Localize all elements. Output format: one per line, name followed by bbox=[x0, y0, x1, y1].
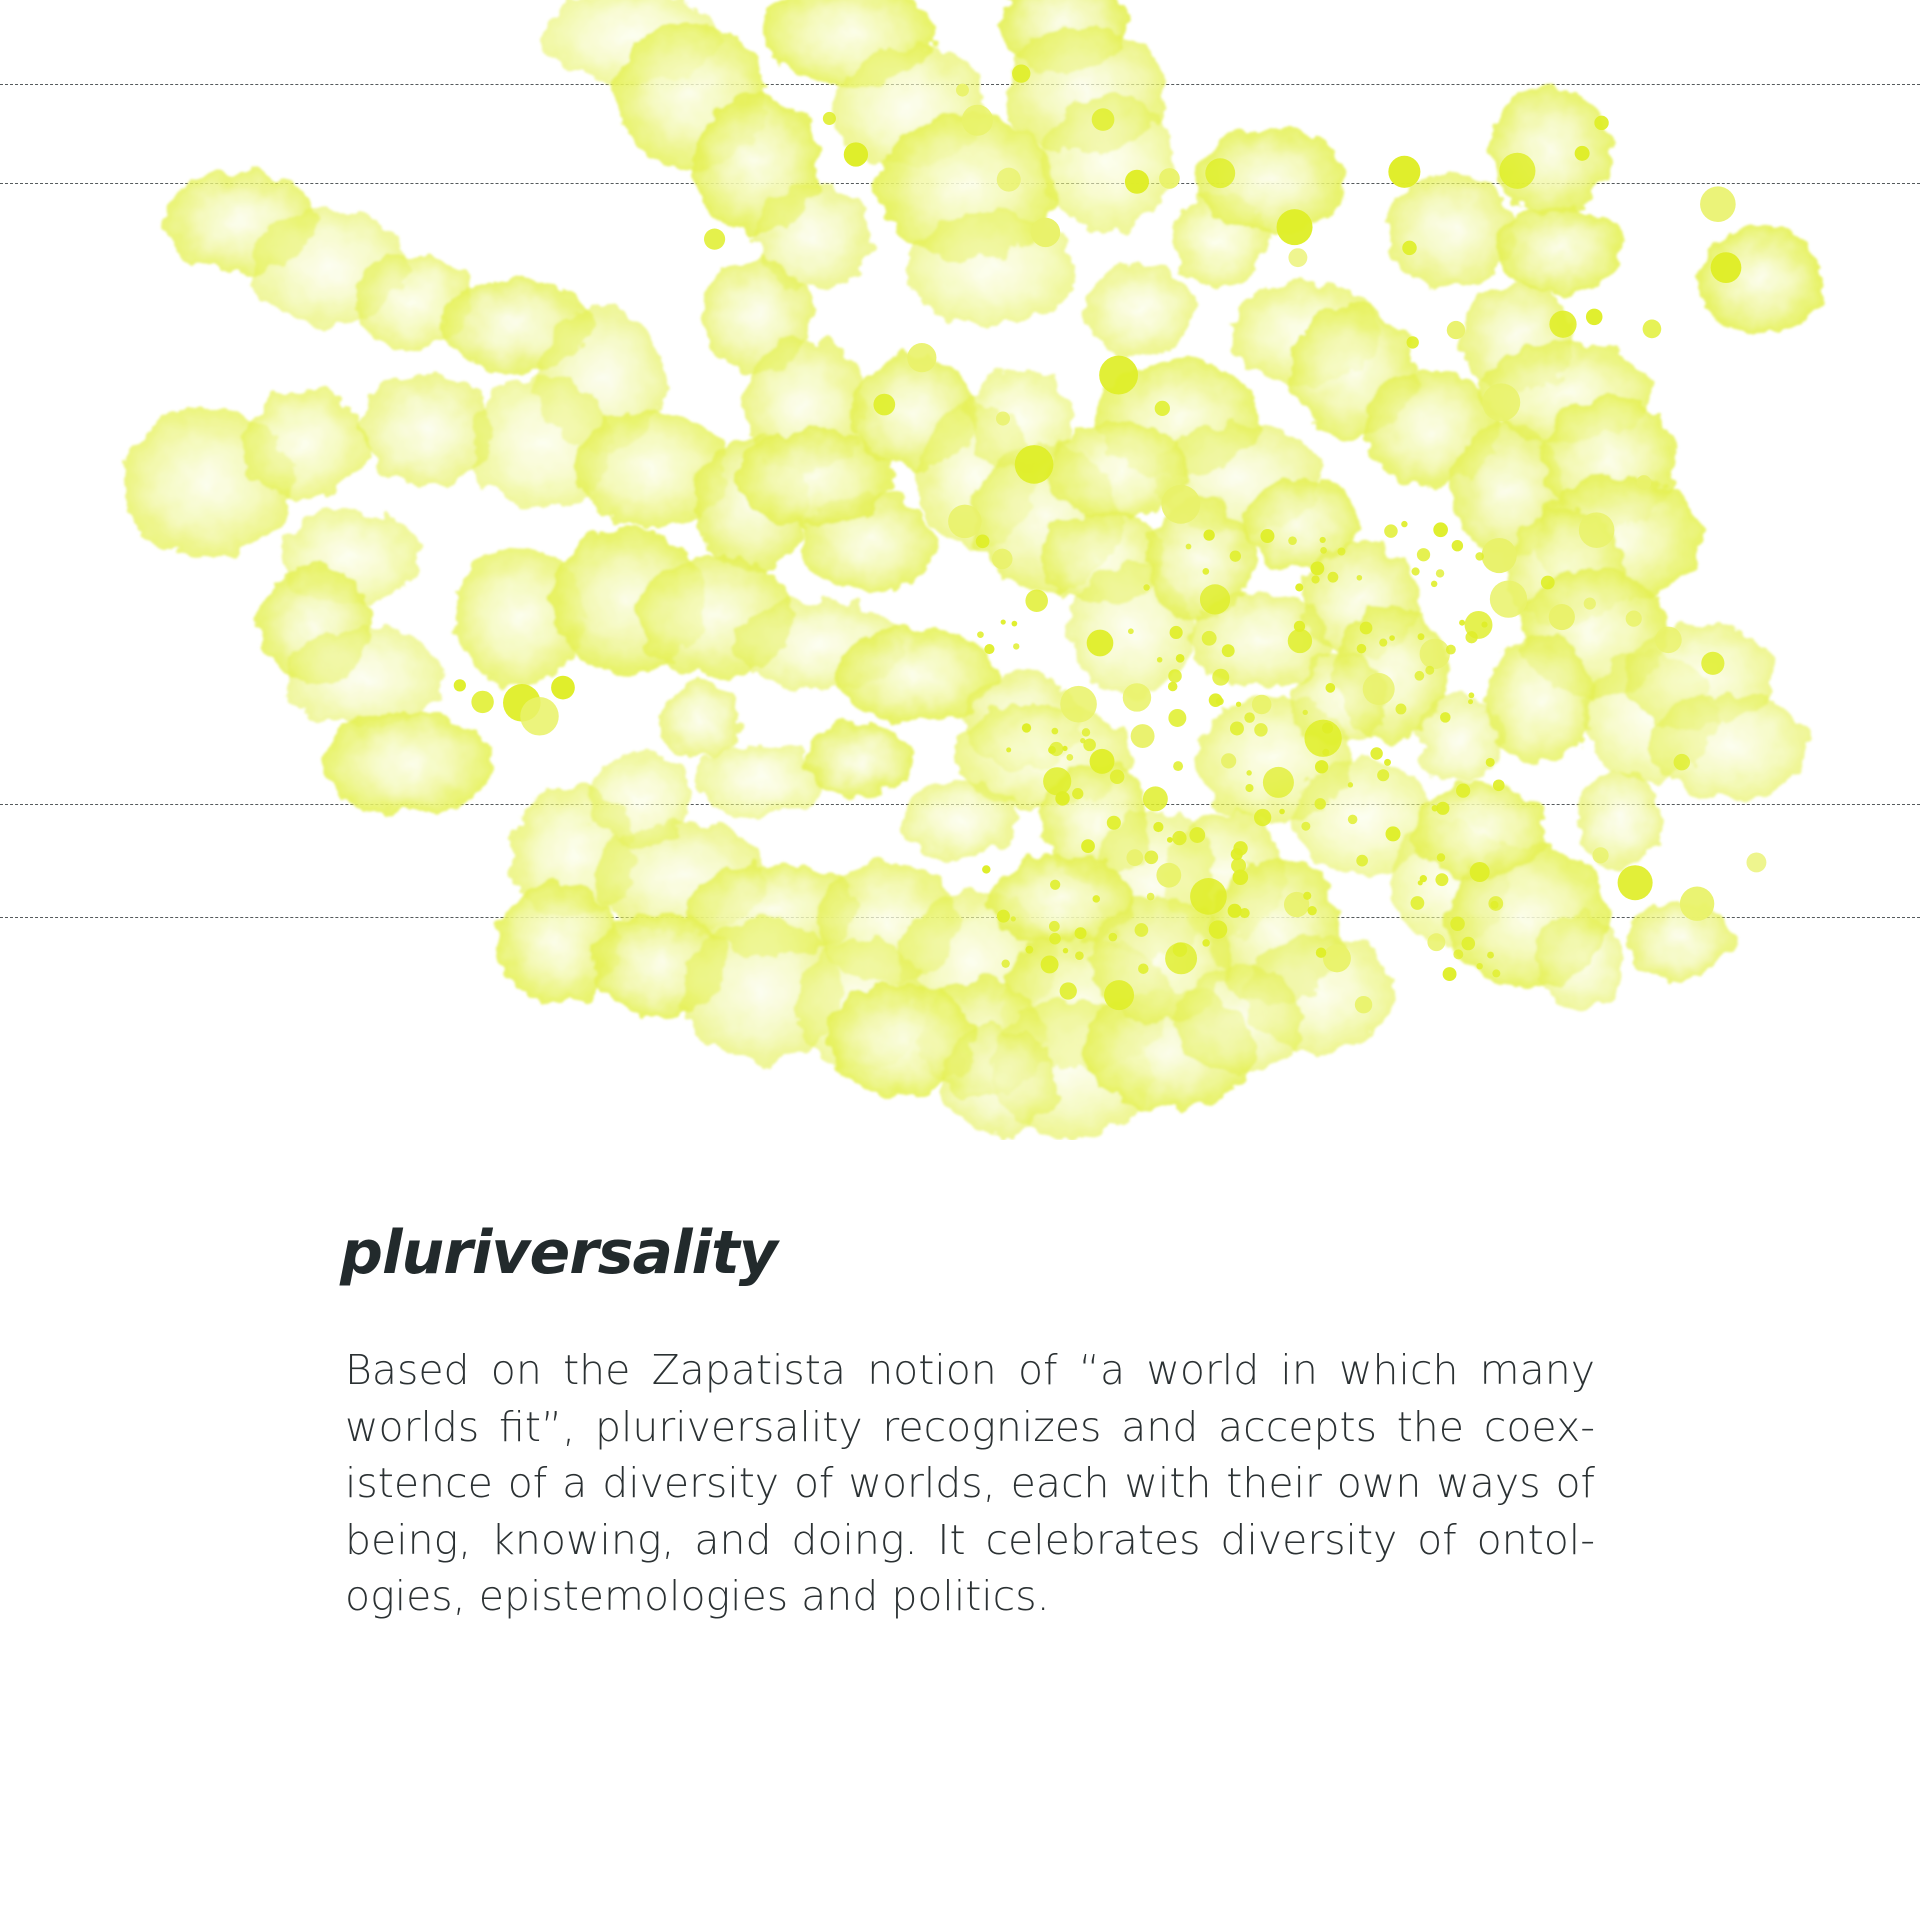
paint-dot bbox=[1492, 969, 1500, 977]
paint-dot bbox=[1246, 770, 1251, 775]
paint-dot bbox=[1386, 826, 1401, 841]
paint-dot bbox=[1186, 544, 1192, 550]
paint-dot bbox=[1173, 761, 1183, 771]
paint-dot bbox=[1092, 895, 1100, 903]
paint-dot bbox=[1209, 920, 1227, 938]
paint-dot bbox=[1001, 619, 1006, 624]
paint-dot bbox=[1155, 401, 1170, 416]
paint-dot bbox=[1231, 848, 1243, 860]
paint-blob bbox=[1175, 967, 1304, 1073]
paint-dot bbox=[1711, 252, 1742, 283]
paint-dot bbox=[1153, 822, 1163, 832]
paint-dot bbox=[992, 549, 1012, 569]
paint-dot bbox=[1049, 742, 1063, 756]
paint-dot bbox=[1202, 568, 1209, 575]
paint-blob bbox=[1497, 207, 1623, 292]
paint-dot bbox=[1411, 567, 1419, 575]
paint-dot bbox=[1461, 937, 1475, 951]
paint-dot bbox=[1401, 521, 1407, 527]
paint-dot bbox=[1303, 710, 1308, 715]
paint-dot bbox=[1135, 923, 1149, 937]
paint-dot bbox=[1203, 529, 1214, 540]
paint-dot bbox=[1493, 779, 1505, 791]
page-title: pluriversality bbox=[340, 1218, 777, 1288]
paint-dot bbox=[1288, 536, 1297, 545]
paint-dot bbox=[1475, 552, 1484, 561]
paint-dot bbox=[1230, 721, 1244, 735]
paint-dot bbox=[1156, 863, 1181, 888]
paint-blob bbox=[942, 1026, 1058, 1135]
paint-dot bbox=[1584, 597, 1596, 609]
paint-dot bbox=[1110, 770, 1125, 785]
paint-dot bbox=[1433, 522, 1448, 537]
paint-dot bbox=[1487, 952, 1494, 959]
paint-blob bbox=[1487, 636, 1594, 764]
paint-dot bbox=[1586, 309, 1603, 326]
paint-dot bbox=[1476, 963, 1482, 969]
paint-dot bbox=[1131, 724, 1155, 748]
paint-dot bbox=[1090, 749, 1115, 774]
paint-dot bbox=[454, 679, 466, 691]
paint-dot bbox=[1447, 321, 1465, 339]
paint-dot bbox=[997, 168, 1021, 192]
paint-dot bbox=[1049, 921, 1060, 932]
paint-dot bbox=[1200, 584, 1230, 614]
paint-dot bbox=[1325, 683, 1335, 693]
paint-dot bbox=[1420, 639, 1450, 669]
paint-dot bbox=[1279, 809, 1285, 815]
paint-dot bbox=[1310, 562, 1324, 576]
paint-dot bbox=[1456, 783, 1470, 797]
paint-blob bbox=[285, 627, 444, 727]
paint-dot bbox=[976, 534, 990, 548]
paint-blob bbox=[1652, 691, 1809, 798]
paint-dot bbox=[1254, 809, 1271, 826]
paint-dot bbox=[1252, 695, 1272, 715]
paint-dot bbox=[1147, 893, 1155, 901]
paint-dot bbox=[1674, 754, 1690, 770]
paint-dot bbox=[1221, 753, 1236, 768]
paint-blob bbox=[660, 682, 740, 758]
paint-dot bbox=[1452, 540, 1463, 551]
paint-dot bbox=[1202, 939, 1210, 947]
paint-blob bbox=[589, 753, 692, 847]
paint-dot bbox=[704, 229, 725, 250]
paint-dot bbox=[1260, 529, 1274, 543]
paint-dot bbox=[1377, 769, 1389, 781]
paint-dot bbox=[1348, 782, 1353, 787]
paint-dot bbox=[1157, 657, 1163, 663]
paint-dot bbox=[1083, 739, 1096, 752]
paint-dot bbox=[1060, 982, 1077, 999]
paint-dot bbox=[1322, 749, 1329, 756]
paint-dot bbox=[1427, 933, 1445, 951]
paint-dot bbox=[1311, 575, 1319, 583]
paint-dot bbox=[1468, 699, 1473, 704]
paint-dot bbox=[1594, 116, 1608, 130]
paint-dot bbox=[1437, 853, 1445, 861]
paint-dot bbox=[1063, 948, 1068, 953]
paint-dot bbox=[1222, 644, 1235, 657]
paint-dot bbox=[1066, 754, 1073, 761]
paint-dot bbox=[984, 644, 994, 654]
paint-blob bbox=[361, 375, 491, 487]
paint-dot bbox=[844, 142, 868, 166]
paint-dot bbox=[1490, 580, 1527, 617]
paint-dot bbox=[1465, 631, 1477, 643]
paint-dot bbox=[1315, 760, 1328, 773]
paint-blob bbox=[1384, 174, 1516, 285]
paint-dot bbox=[1316, 947, 1326, 957]
paint-dot bbox=[1746, 853, 1766, 873]
paint-dot bbox=[1626, 611, 1642, 627]
paint-dot bbox=[1123, 683, 1151, 711]
paint-dot bbox=[1453, 949, 1463, 959]
paint-dot bbox=[1161, 485, 1200, 524]
paint-dot bbox=[1172, 831, 1186, 845]
paint-dot bbox=[1288, 248, 1307, 267]
paint-dot bbox=[1415, 671, 1425, 681]
paint-dot bbox=[1107, 816, 1121, 830]
paint-dot bbox=[1159, 168, 1180, 189]
paint-dot bbox=[1303, 892, 1311, 900]
paint-dot bbox=[1680, 887, 1714, 921]
paint-dot bbox=[1379, 639, 1387, 647]
paint-dot bbox=[1443, 967, 1457, 981]
paint-dot bbox=[996, 412, 1010, 426]
paint-dot bbox=[1228, 904, 1242, 918]
paint-dot bbox=[1263, 767, 1294, 798]
paint-dot bbox=[1402, 241, 1416, 255]
paint-dot bbox=[1099, 356, 1138, 395]
paint-blob bbox=[1577, 771, 1663, 870]
paint-dot bbox=[1643, 320, 1662, 339]
paint-dot bbox=[1050, 880, 1060, 890]
paint-dot bbox=[1049, 933, 1061, 945]
paint-dot bbox=[1322, 723, 1333, 734]
paint-dot bbox=[1320, 537, 1326, 543]
paint-blob bbox=[1536, 912, 1624, 1008]
paint-dot bbox=[1082, 728, 1090, 736]
paint-dot bbox=[1212, 669, 1229, 686]
paint-dot bbox=[1315, 798, 1326, 809]
paint-dot bbox=[1128, 628, 1134, 634]
paint-dot bbox=[1013, 643, 1019, 649]
paint-dot bbox=[1041, 955, 1059, 973]
paint-dot bbox=[1701, 652, 1724, 675]
paint-dot bbox=[1167, 837, 1173, 843]
paint-dot bbox=[1389, 635, 1395, 641]
paint-dot bbox=[1075, 927, 1087, 939]
paint-dot bbox=[1245, 784, 1253, 792]
paint-dot bbox=[1549, 311, 1576, 338]
paint-dot bbox=[1168, 682, 1178, 692]
paint-blob bbox=[901, 781, 1019, 859]
paint-dot bbox=[1431, 581, 1437, 587]
paint-dot bbox=[1244, 712, 1255, 723]
paint-dot bbox=[1337, 548, 1345, 556]
paint-dot bbox=[1407, 336, 1419, 348]
paint-dot bbox=[1043, 767, 1071, 795]
paint-dot bbox=[948, 505, 982, 539]
paint-dot bbox=[1355, 996, 1372, 1013]
paint-dot bbox=[1205, 158, 1235, 188]
paint-dot bbox=[520, 697, 559, 736]
paint-dot bbox=[1482, 538, 1517, 573]
paint-dot bbox=[1288, 629, 1312, 653]
paint-dot bbox=[1012, 621, 1018, 627]
paint-dot bbox=[1417, 548, 1430, 561]
paint-dot bbox=[1055, 791, 1069, 805]
paint-dot bbox=[1499, 153, 1535, 189]
paint-dot bbox=[1370, 747, 1382, 759]
paint-dot bbox=[1104, 980, 1134, 1010]
paint-dot bbox=[823, 112, 836, 125]
paint-dot bbox=[1168, 709, 1186, 727]
paint-dot bbox=[1418, 633, 1425, 640]
paint-dot bbox=[1384, 524, 1397, 537]
paint-dot bbox=[1231, 858, 1246, 873]
paint-dot bbox=[1294, 621, 1305, 632]
paint-dot bbox=[1168, 669, 1182, 683]
paint-dot bbox=[1025, 589, 1048, 612]
paint-dot bbox=[1011, 916, 1016, 921]
paint-dot bbox=[1579, 512, 1615, 548]
paint-dot bbox=[1170, 626, 1183, 639]
paint-dot bbox=[1482, 383, 1520, 421]
paint-dot bbox=[1015, 445, 1054, 484]
paint-dot bbox=[1022, 723, 1031, 732]
paint-dot bbox=[1436, 802, 1449, 815]
paint-dot bbox=[1087, 630, 1114, 657]
paint-dot bbox=[1006, 747, 1011, 752]
paint-dot bbox=[1637, 475, 1652, 490]
paint-dot bbox=[1432, 805, 1439, 812]
paint-dot bbox=[1052, 728, 1059, 735]
paint-dot bbox=[1541, 576, 1555, 590]
paint-dot bbox=[1363, 673, 1395, 705]
paint-dot bbox=[1143, 786, 1168, 811]
paint-blob bbox=[1489, 86, 1611, 214]
paint-dot bbox=[551, 676, 575, 700]
paint-blob bbox=[806, 722, 914, 797]
paint-dot bbox=[1384, 759, 1391, 766]
paint-dot bbox=[997, 910, 1010, 923]
paint-dot bbox=[1435, 873, 1448, 886]
paint-dot bbox=[1357, 644, 1367, 654]
paint-dot bbox=[1450, 917, 1465, 932]
paint-dot bbox=[1031, 218, 1060, 247]
paint-dot bbox=[1125, 170, 1149, 194]
paint-dot bbox=[1308, 906, 1317, 915]
paint-dot bbox=[1328, 572, 1339, 583]
paint-blob bbox=[1627, 901, 1733, 980]
paint-dot bbox=[982, 865, 990, 873]
paint-dot bbox=[1459, 620, 1465, 626]
paint-dot bbox=[1025, 946, 1033, 954]
paint-dot bbox=[1418, 880, 1423, 885]
paint-dot bbox=[1012, 64, 1030, 82]
paint-dot bbox=[1348, 815, 1358, 825]
paint-dot bbox=[1481, 622, 1487, 628]
paint-dot bbox=[1145, 850, 1159, 864]
paint-dot bbox=[873, 394, 895, 416]
paint-dot bbox=[1138, 963, 1148, 973]
paint-dot bbox=[471, 691, 493, 713]
paint-dot bbox=[1655, 627, 1682, 654]
paint-dot bbox=[1209, 693, 1223, 707]
paint-dot bbox=[1468, 692, 1474, 698]
paint-dot bbox=[1230, 551, 1241, 562]
paint-dot bbox=[1254, 723, 1267, 736]
paint-dot bbox=[1190, 878, 1227, 915]
paint-dot bbox=[1323, 944, 1351, 972]
paint-blob bbox=[1697, 226, 1822, 335]
paint-blob bbox=[698, 743, 823, 817]
paint-blob bbox=[1086, 264, 1194, 357]
paint-dot bbox=[1277, 209, 1313, 245]
paint-dot bbox=[1700, 186, 1736, 222]
paint-dot bbox=[1425, 666, 1434, 675]
paint-dot bbox=[1189, 827, 1205, 843]
paint-dot bbox=[962, 105, 993, 136]
paint-dot bbox=[1357, 575, 1363, 581]
paint-dot bbox=[1126, 849, 1143, 866]
paint-dot bbox=[1436, 569, 1444, 577]
definition-text: Based on the Zapatista notion of “a world in which many worlds fit”, pluriversality recognizes and accepts the coexistence of a diversity of worlds, each with their own ways of being, knowing, and doing. It celebrates diversity of ontologies, epistemologies and politics. bbox=[345, 1346, 1595, 1620]
paint-blob bbox=[242, 390, 367, 498]
paint-dot bbox=[1440, 712, 1451, 723]
paint-dot bbox=[907, 343, 936, 372]
paint-dot bbox=[1356, 855, 1368, 867]
paint-dot bbox=[1388, 156, 1420, 188]
paint-dot bbox=[1081, 839, 1095, 853]
paint-dot bbox=[1592, 847, 1608, 863]
paint-dot bbox=[1075, 951, 1084, 960]
paint-dot bbox=[1470, 862, 1490, 882]
paint-dot bbox=[1001, 959, 1009, 967]
paint-dot bbox=[1173, 942, 1188, 957]
paint-blob bbox=[322, 712, 494, 815]
paint-dot bbox=[1109, 933, 1118, 942]
paint-dot bbox=[977, 631, 984, 638]
paint-dot bbox=[1301, 822, 1310, 831]
paint-dot bbox=[1486, 758, 1495, 767]
paint-dot bbox=[1072, 788, 1083, 799]
paint-dot bbox=[1295, 583, 1303, 591]
paint-dot bbox=[1360, 622, 1373, 635]
paint-dot bbox=[956, 84, 969, 97]
paint-dot bbox=[1320, 547, 1327, 554]
paint-dot bbox=[1395, 704, 1406, 715]
paint-dot bbox=[1236, 702, 1241, 707]
paint-dot bbox=[1176, 654, 1185, 663]
paint-dot bbox=[1060, 686, 1097, 723]
paint-dot bbox=[1488, 896, 1503, 911]
paint-dot bbox=[1549, 604, 1575, 630]
paint-dot bbox=[1092, 108, 1115, 131]
paint-dot bbox=[1143, 584, 1149, 590]
paint-dot bbox=[1411, 896, 1425, 910]
paint-dot bbox=[1202, 631, 1217, 646]
paint-dot bbox=[1446, 645, 1456, 655]
paint-dot bbox=[1618, 865, 1653, 900]
paint-dot bbox=[1575, 146, 1590, 161]
